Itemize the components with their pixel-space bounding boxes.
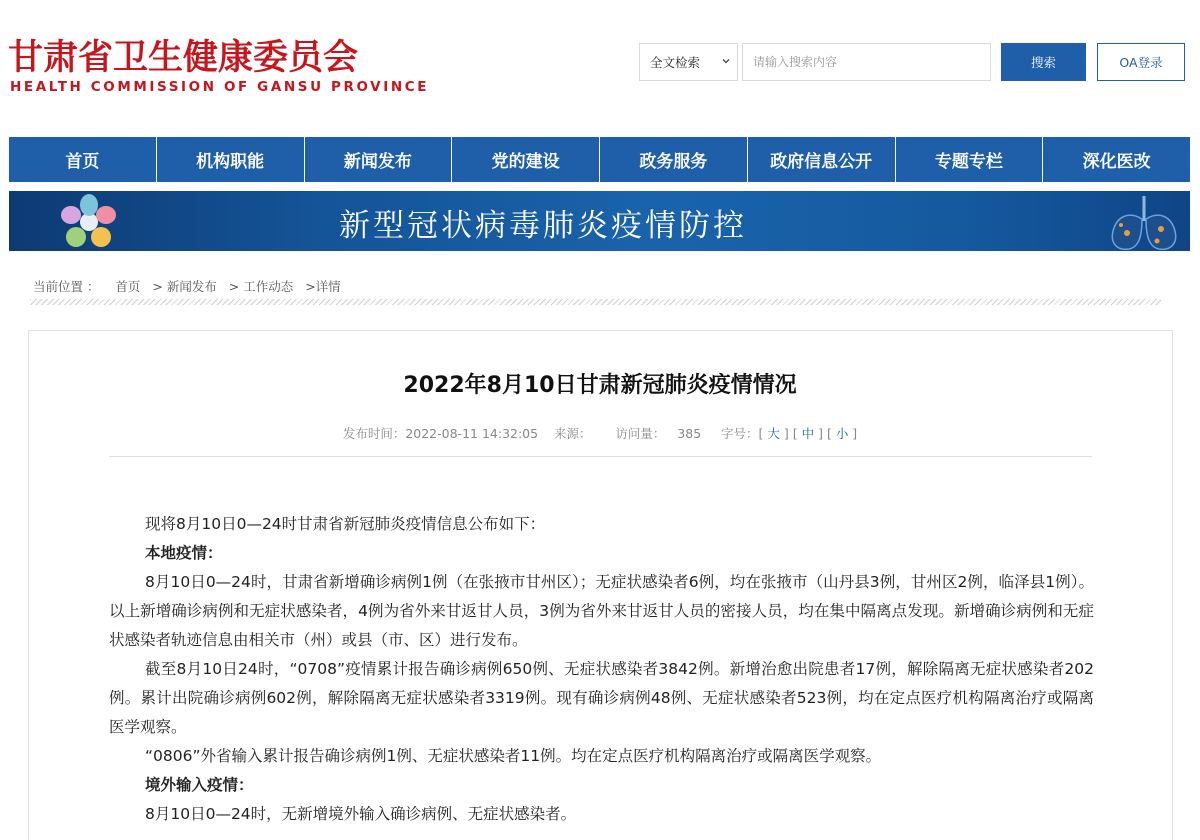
breadcrumb-work-updates[interactable]: > 工作动态 <box>228 279 294 294</box>
section-heading-local: 本地疫情： <box>145 544 223 562</box>
chevron-down-icon <box>722 57 730 65</box>
search-input[interactable] <box>742 43 991 81</box>
visits-count: 385 <box>677 426 702 441</box>
fontsize-label: 字号： <box>721 426 759 441</box>
hatched-divider <box>30 299 1161 305</box>
section-heading-imported: 境外输入疫情： <box>145 776 254 794</box>
article-paragraph: 8月10日0—24时，无新增境外输入确诊病例、无症状感染者。 <box>145 805 577 823</box>
nav-item-reform[interactable]: 深化医改 <box>1082 152 1151 172</box>
nav-item-home[interactable]: 首页 <box>9 137 157 182</box>
breadcrumb-label: 当前位置 ： <box>33 279 100 294</box>
colorful-flower-graphic <box>49 193 129 251</box>
visits-label: 访问量： <box>615 426 666 441</box>
search-scope-label: 全文检索 <box>650 55 701 70</box>
font-size-medium-link[interactable]: 中 <box>801 426 815 441</box>
article-title: 2022年8月10日甘肃新冠肺炎疫情情况 <box>403 373 797 398</box>
publish-label: 发布时间： <box>342 426 406 441</box>
breadcrumb-news[interactable]: > 新闻发布 <box>152 279 217 294</box>
banner-title: 新型冠状病毒肺炎疫情防控 <box>339 208 747 244</box>
article-paragraph: 8月10日0—24时，甘肃省新增确诊病例1例（在张掖市甘州区）；无症状感染者6例，均在张掖市（山丹县3例，甘州区2例，临泽县1例）。以上新增确诊病例和无症状感染者，4例为省外来甘返甘人员，3例为省外来甘返甘人员的密接人员，均在集中隔离点发现。新增确诊病例和无症状感染者轨迹信息由相关市（州）或县（市、区）进行发布。 <box>109 573 1094 649</box>
article-body <box>109 510 1094 829</box>
article-paragraph: 现将8月10日0—24时甘肃省新冠肺炎疫情信息公布如下： <box>145 515 546 533</box>
oa-login-button[interactable]: OA登录 <box>1097 43 1185 81</box>
nav-item-party[interactable]: 党的建设 <box>452 137 600 182</box>
nav-item-disclosure[interactable]: 政府信息公开 <box>748 137 896 182</box>
nav-item-services[interactable]: 政务服务 <box>600 137 748 182</box>
font-size-small-link[interactable]: 小 <box>835 426 849 441</box>
main-nav <box>9 137 1190 182</box>
site-logo-title[interactable]: 甘肃省卫生健康委员会 <box>8 38 359 78</box>
site-header <box>0 0 1200 135</box>
font-size-large-link[interactable]: 大 <box>767 426 780 441</box>
lungs-graphic <box>1099 191 1190 251</box>
article-paragraph: 截至8月10日24时，“0708”疫情累计报告确诊病例650例、无症状感染者3842例。新增治愈出院患者17例，解除隔离无症状感染者202例。累计出院确诊病例602例，解除隔离无症状感染者3319例。现有确诊病例48例、无症状感染者523例，均在定点医疗机构隔离治疗或隔离医学观察。 <box>109 660 1094 736</box>
publish-time: 2022-08-11 14:32:05 <box>405 426 539 441</box>
search-scope-select[interactable] <box>639 43 738 81</box>
covid-banner[interactable] <box>9 191 1190 251</box>
search-button[interactable]: 搜索 <box>1001 43 1086 81</box>
source-label: 来源： <box>554 426 592 441</box>
nav-item-organization[interactable]: 机构职能 <box>157 137 305 182</box>
breadcrumb-detail: >详情 <box>305 279 341 294</box>
nav-item-topics[interactable]: 专题专栏 <box>896 137 1044 182</box>
article-paragraph: “0806”外省输入累计报告确诊病例1例、无症状感染者11例。均在定点医疗机构隔离治疗或隔离医学观察。 <box>145 747 882 765</box>
meta-divider <box>109 456 1092 457</box>
breadcrumb-home[interactable]: 首页 <box>115 279 141 294</box>
article-meta: 发布时间：2022-08-11 14:32:05 来源： 访问量： 385 字号：[ 大 ] [ 中 ] [ 小 ] <box>342 426 858 441</box>
nav-item-news[interactable]: 新闻发布 <box>305 137 453 182</box>
breadcrumb <box>33 277 341 295</box>
site-logo-subtitle: HEALTH COMMISSION OF GANSU PROVINCE <box>10 79 430 95</box>
